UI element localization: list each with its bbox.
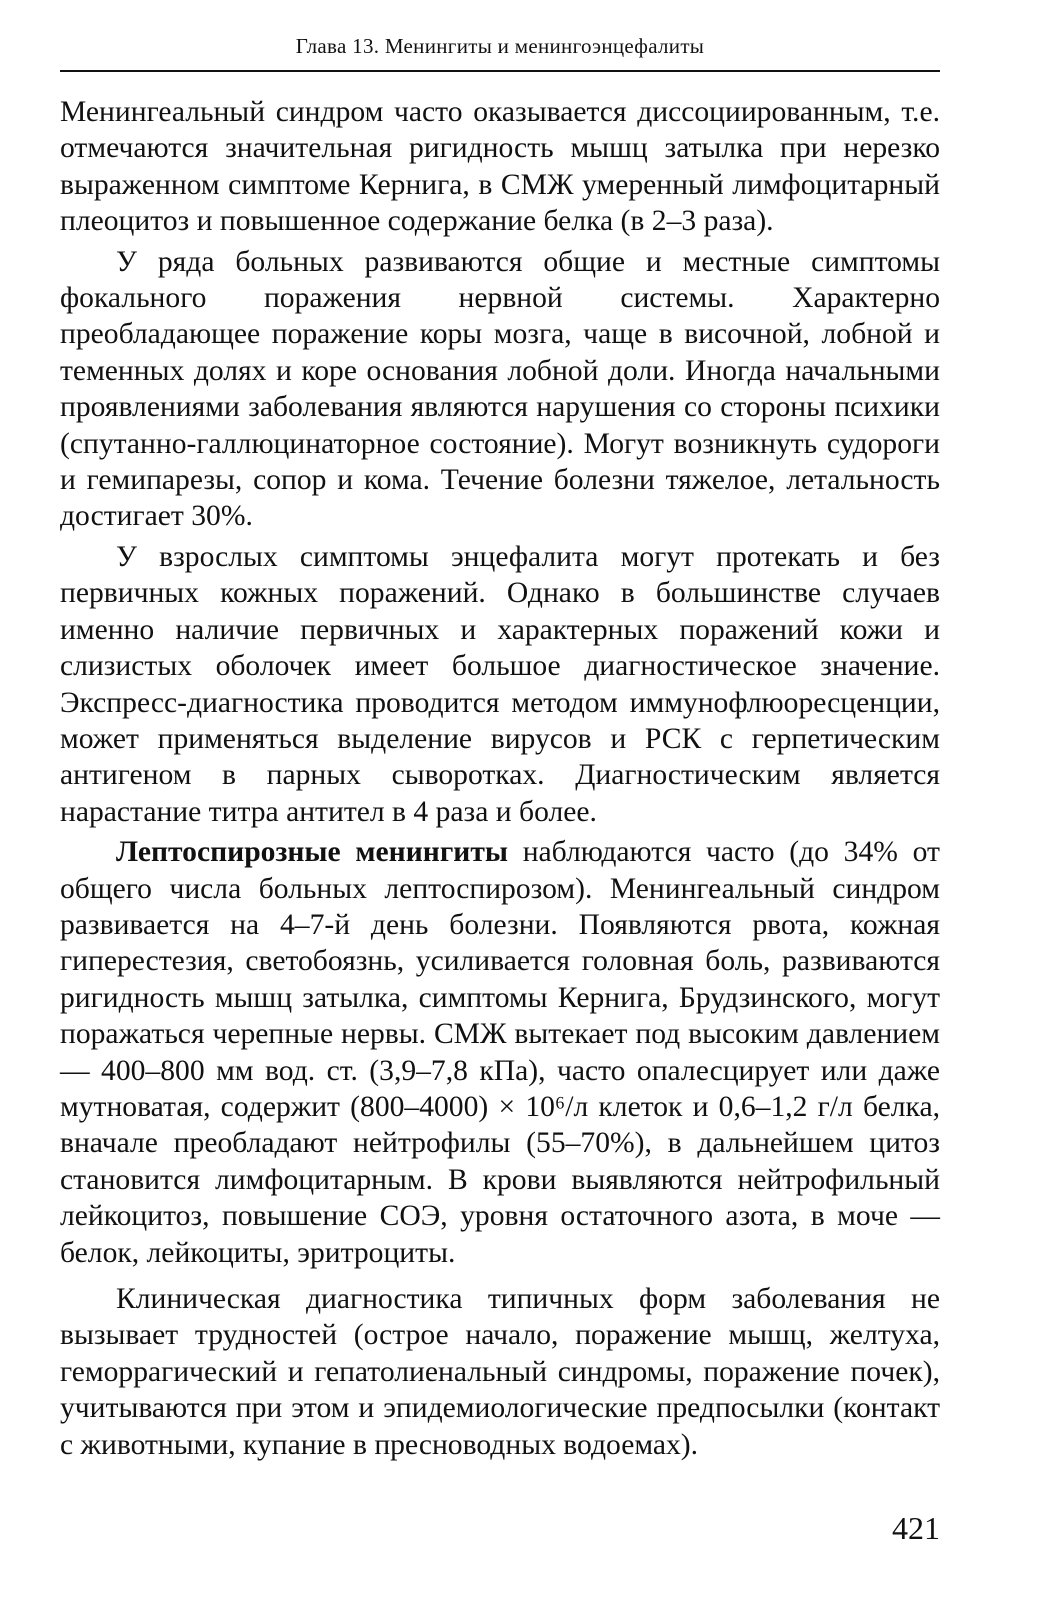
paragraph-2: У ряда больных развиваются общие и местные симптомы фокального поражения нервной системы. Характерно преобладающее поражение коры мозга, чаще в височной, лобной и теменных долях и коре основания лобной доли. Иногда начальными проявлениями заболевания являются нарушения со стороны психики (спутанно-галлюцинаторное состояние). Могут возникнуть судороги и гемипарезы, сопор и кома. Течение болезни тяжелое, летальность достигает 30%. [60,245,940,533]
paragraph-3: У взрослых симптомы энцефалита могут протекать и без первичных кожных поражений. Однако в большинстве случаев именно наличие первичных и характерных поражений кожи и слизистых оболочек имеет большое диагностическое значение. Экспресс-диагностика проводится методом иммунофлюоресценции, может применяться выделение вирусов и РСК с герпетическим антигеном в парных сыворотках. Диагностическим является нарастание титра антител в 4 раза и более. [60,540,940,828]
term-leptospirosis-meningitis: Лептоспирозные менингиты [116,836,508,869]
paragraph-1: Менингеальный синдром часто оказывается диссоциированным, т.е. отмечаются значительная ригидность мышц затылка при нерезко выраженном симптоме Кернига, в СМЖ умеренный лимфоцитарный плеоцитоз и повышенное содержание белка (в 2–3 раза). [60,96,940,238]
page-number: 421 [892,1510,940,1546]
paragraph-4-text: наблюдаются часто (до 34% от общего числа больных лептоспирозом). Менингеальный синдром развивается на 4–7-й день болезни. Появляются рвота, кожная гиперестезия, светобоязнь, усиливается головная боль, развиваются ригидность мышц затылка, симптомы Кернига, Брудзинского, могут поражаться черепные нервы. СМЖ вытекает под высоким давлением — 400–800 мм вод. ст. (3,9–7,8 кПа), часто опалесцирует или даже мутноватая, содержит (800–4000) × 10⁶/л клеток и 0,6–1,2 г/л белка, вначале преобладают нейтрофилы (55–70%), в дальнейшем цитоз становится лимфоцитарным. В крови выявляются нейтрофильный лейкоцитоз, повышение СОЭ, уровня остаточного азота, в моче — белок, лейкоциты, эритроциты. [60,836,940,1269]
running-header: Глава 13. Менингиты и менингоэнцефалиты [295,34,705,58]
book-page [60,30,940,1580]
paragraph-4 [60,834,940,1271]
header-rule [60,70,940,72]
paragraph-5: Клиническая диагностика типичных форм заболевания не вызывает трудностей (острое начало, поражение мышц, желтуха, геморрагический и гепатолиенальный синдромы, поражение почек), учитываются при этом и эпидемиологические предпосылки (контакт с животными, купание в пресноводных водоемах). [60,1283,940,1461]
page-body [60,94,940,1463]
